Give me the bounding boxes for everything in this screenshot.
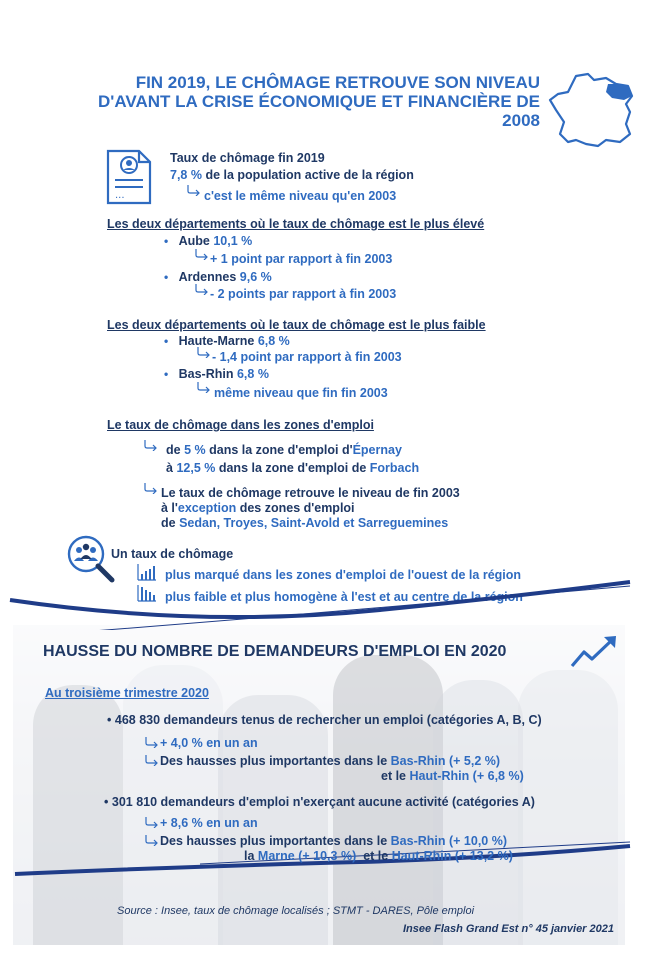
rate-value: 7,8 % <box>170 168 202 182</box>
arrow-icon <box>143 439 159 451</box>
highest-heading: Les deux départements où le taux de chômage est le plus élevé <box>107 217 485 231</box>
zone-level-line1: Le taux de chômage retrouve le niveau de fin 2003 <box>161 486 460 500</box>
zone-min-place: Épernay <box>352 443 402 457</box>
zone-max-place: Forbach <box>369 461 420 475</box>
arrow-icon <box>144 834 160 846</box>
publication-ref: Insee Flash Grand Est n° 45 janvier 2021 <box>402 923 614 935</box>
department-name: Aube <box>178 234 210 248</box>
department-comment: même niveau que fin fin 2003 <box>214 386 388 400</box>
detail-text: et le <box>363 849 389 863</box>
detail-bas-rhin: Bas-Rhin (+ 10,0 %) <box>390 834 508 848</box>
arrow-icon <box>144 754 160 766</box>
zone-text: dans la zone d'emploi de <box>218 461 367 475</box>
department-comment: + 1 point par rapport à fin 2003 <box>210 252 393 266</box>
arrow-icon <box>196 381 212 393</box>
lowest-heading: Les deux départements où le taux de chômage est le plus faible <box>107 318 486 332</box>
zone-line-1 <box>166 443 402 458</box>
growth-abc: + 4,0 % en un an <box>160 736 258 750</box>
arrow-icon <box>194 283 210 295</box>
section2-title: HAUSSE DU NOMBRE DE DEMANDEURS D'EMPLOI EN 2020 <box>43 643 507 660</box>
detail-haut-rhin: Haut-Rhin (+ 13,2 %) <box>391 849 513 863</box>
zone-level-text: de <box>161 516 176 530</box>
department-name: Ardennes <box>178 270 237 284</box>
department-comment: - 1,4 point par rapport à fin 2003 <box>212 350 402 364</box>
detail-a-line1 <box>160 834 507 849</box>
document-icon <box>105 148 153 206</box>
department-value: 10,1 % <box>213 234 253 248</box>
marked-heading: Un taux de chômage <box>111 547 234 561</box>
job-seekers-abc: 468 830 demandeurs tenus de rechercher un emploi (catégories A, B, C) <box>114 713 542 727</box>
trend-up-icon <box>570 632 622 670</box>
zone-prefix: à <box>166 461 173 475</box>
svg-text:...: ... <box>115 190 125 201</box>
arrow-icon <box>144 736 160 748</box>
detail-text: la <box>244 849 255 863</box>
arrow-icon <box>196 346 212 358</box>
rate-heading: Taux de chômage fin 2019 <box>170 151 325 165</box>
zone-min-value: 5 % <box>184 443 206 457</box>
highest-item-1: • Aube 10,1 % <box>164 234 253 248</box>
zone-exception-list: Sedan, Troyes, Saint-Avold et Sarreguemines <box>179 516 449 530</box>
main-title-line2: D'AVANT LA CRISE ÉCONOMIQUE ET FINANCIÈRE DE 2008 <box>98 92 540 130</box>
detail-abc-line2 <box>381 769 524 784</box>
zone-max-value: 12,5 % <box>176 461 216 475</box>
source-note: Source : Insee, taux de chômage localisés ; STMT - DARES, Pôle emploi <box>117 905 475 917</box>
zone-exception: exception <box>177 501 237 515</box>
period-heading: Au troisième trimestre 2020 <box>45 686 209 700</box>
detail-haut-rhin: Haut-Rhin (+ 6,8 %) <box>409 769 524 783</box>
zone-level-line2 <box>161 501 355 516</box>
department-comment: - 2 points par rapport à fin 2003 <box>210 287 397 301</box>
detail-abc-line1 <box>160 754 500 769</box>
france-map-icon <box>546 70 638 150</box>
detail-text: Des hausses plus importantes dans le <box>160 834 388 848</box>
department-name: Bas-Rhin <box>178 367 234 381</box>
wave-divider-top <box>0 570 645 630</box>
detail-text: et le <box>381 769 407 783</box>
job-seekers-a: 301 810 demandeurs d'emploi n'exerçant aucune activité (catégories A) <box>111 795 535 809</box>
department-value: 9,6 % <box>239 270 272 284</box>
zone-text: dans la zone d'emploi d' <box>209 443 353 457</box>
zone-level-text: des zones d'emploi <box>239 501 355 515</box>
arrow-icon <box>186 184 202 196</box>
arrow-icon <box>143 482 159 494</box>
lowest-item-2: • Bas-Rhin 6,8 % <box>164 367 269 381</box>
detail-bas-rhin: Bas-Rhin (+ 5,2 %) <box>390 754 501 768</box>
department-name: Haute-Marne <box>178 334 255 348</box>
rate-comment: c'est le même niveau qu'en 2003 <box>204 189 397 203</box>
growth-a: + 8,6 % en un an <box>160 816 258 830</box>
arrow-icon <box>194 248 210 260</box>
job-seekers-item-1: • 468 830 demandeurs tenus de rechercher un emploi (catégories A, B, C) <box>107 713 542 727</box>
marked-west: plus marqué dans les zones d'emploi de l'ouest de la région <box>165 568 522 582</box>
highest-item-2: • Ardennes 9,6 % <box>164 270 272 284</box>
zone-level-text: à l' <box>161 501 178 515</box>
zones-heading: Le taux de chômage dans les zones d'emploi <box>107 418 374 432</box>
background-photo <box>13 625 625 945</box>
zone-level-line3 <box>161 516 448 531</box>
detail-marne: Marne (+ 10,3 %) <box>257 849 357 863</box>
main-title-line1: FIN 2019, LE CHÔMAGE RETROUVE SON NIVEAU <box>135 73 540 92</box>
job-seekers-item-2: • 301 810 demandeurs d'emploi n'exerçant aucune activité (catégories A) <box>104 795 535 809</box>
zone-line-2 <box>166 461 419 476</box>
marked-east: plus faible et plus homogène à l'est et au centre de la région <box>165 590 523 604</box>
department-value: 6,8 % <box>236 367 269 381</box>
rate-text: de la population active de la région <box>205 168 414 182</box>
zone-prefix: de <box>166 443 181 457</box>
department-value: 6,8 % <box>257 334 290 348</box>
lowest-item-1: • Haute-Marne 6,8 % <box>164 334 290 348</box>
detail-text: Des hausses plus importantes dans le <box>160 754 388 768</box>
detail-a-line2 <box>244 849 513 864</box>
arrow-icon <box>144 816 160 828</box>
